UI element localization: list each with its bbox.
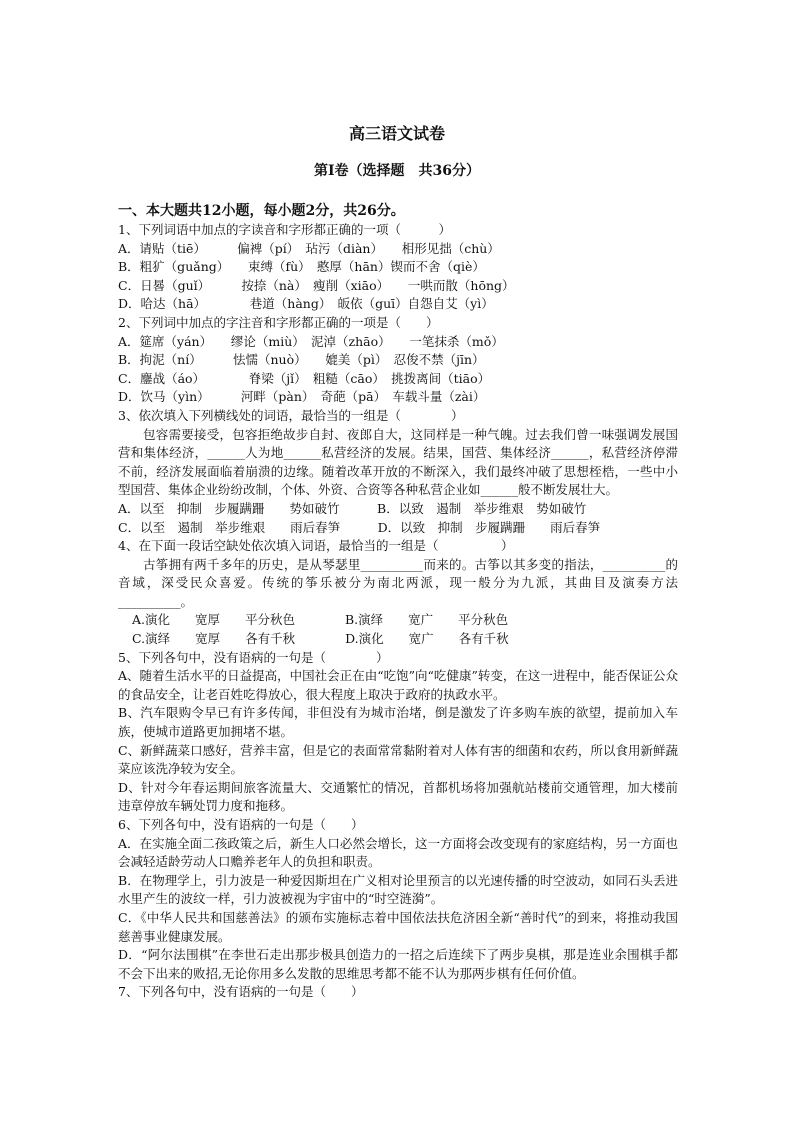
question-7	[118, 983, 678, 1002]
option-d: D．哈达（hā） 巷道（hàng） 皈依（guī）自怨自艾（yì）	[118, 296, 494, 312]
options-row-1: A．以至 抑制 步履蹒跚 势如破竹 B．以致 遏制 举步维艰 势如破竹	[118, 500, 587, 516]
question-stem: 7、下列各句中，没有语病的一句是（ ）	[118, 984, 364, 1000]
exam-body	[118, 201, 678, 1002]
page-title: 高三语文试卷	[348, 124, 445, 143]
option-c: C．《中华人民共和国慈善法》的颁布实施标志着中国依法扶危济困全新“善时代”的到来，将推动我国慈善事业健康发展。	[118, 909, 678, 944]
question-2	[118, 314, 678, 407]
option-a: A．筵席（yán） 缪论（miù） 泥淖（zhāo） 一笔抹杀（mǒ）	[118, 333, 504, 349]
question-stem: 2、下列词中加点的字注音和字形都正确的一项是（ ）	[118, 314, 439, 330]
question-stem: 6、下列各句中，没有语病的一句是（ ）	[118, 817, 364, 832]
question-stem: 4、在下面一段话空缺处依次填入词语，最恰当的一组是（ ）	[118, 538, 514, 554]
question-stem: 3、依次填入下列横线处的词语，最恰当的一组是（ ）	[118, 407, 464, 423]
option-a: A、随着生活水平的日益提高，中国社会正在由“吃饱”向“吃健康”转变，在这一进程中，能否保证公众的食品安全，让老百姓吃得放心，很大程度上取决于政府的执政水平。	[118, 668, 678, 702]
option-d: D．饮马（yìn） 河畔（pàn） 奇葩（pā） 车载斗量（zài）	[118, 389, 486, 405]
options-row-2: C．以至 遏制 举步维艰 雨后春笋 D．以致 抑制 步履蹒跚 雨后春笋	[118, 519, 601, 535]
option-c: C、新鲜蔬菜口感好，营养丰富，但是它的表面常常黏附着对人体有害的细菌和农药，所以食用新鲜蔬菜应该洗净较为安全。	[118, 742, 678, 777]
option-c: C．鏖战（áo） 脊梁（jǐ） 粗糙（cāo） 挑拨离间（tiāo）	[118, 370, 491, 386]
question-passage: 包容需要接受，包容拒绝故步自封、夜郎自大，这同样是一种气魄。过去我们曾一味强调发展国营和集体经济，______人为地______私营经济的发展。结果，国营、集体经济______，私营经济停滞不前，经济发展面临着崩溃的边缘。随着改革开放的不断深入，我们最终冲破了思想桎梏，一些中小型国营、集体企业纷纷改制，个体、外资、合资等各种私营企业如______般不断发展壮大。	[118, 426, 678, 498]
paper-subtitle: 第Ⅰ卷（选择题 共36分）	[313, 163, 481, 179]
option-b: B．在物理学上，引力波是一种爱因斯坦在广义相对论里预言的以光速传播的时空波动，如同石头丢进水里产生的波纹一样，引力波被视为宇宙中的“时空涟漪”。	[118, 872, 678, 907]
option-a: A．在实施全面二孩政策之后，新生人口必然会增长，这一方面将会改变现有的家庭结构，另一方面也会减轻适龄劳动人口赡养老年人的负担和职责。	[118, 835, 678, 870]
option-d: D、针对今年春运期间旅客流量大、交通繁忙的情况，首都机场将加强航站楼前交通管理，加大楼前违章停放车辆处罚力度和拖移。	[118, 779, 678, 814]
question-stem: 5、下列各句中，没有语病的一句是（ ）	[118, 649, 389, 665]
question-4	[118, 537, 678, 649]
question-1	[118, 221, 678, 314]
option-d: D．“阿尔法围棋”在李世石走出那步极具创造力的一招之后连续下了两步臭棋，那是连业余围棋手都不会下出来的败招,无论你用多么发散的思维思考都不能不认为那两步棋有任何价值。	[118, 947, 678, 981]
question-passage: 古筝拥有两千多年的历史，是从琴瑟里__________而来的。古筝以其多变的指法，__________的音域，深受民众喜爱。传统的筝乐被分为南北两派，现一般分为九派，其曲目及演奏方法__________。	[118, 556, 678, 609]
options-row-1: A.演化 宽厚 平分秋色 B.演绎 宽广 平分秋色	[132, 612, 509, 628]
option-b: B．粗犷（guǎng） 束缚（fù） 憨厚（hān）锲而不舍（qiè）	[118, 259, 485, 275]
section-heading: 一、本大题共12小题，每小题2分，共26分。	[118, 203, 405, 219]
question-3	[118, 407, 678, 537]
option-c: C．日晷（guǐ） 按捺（nà） 瘦削（xiāo） 一哄而散（hōng）	[118, 277, 515, 293]
question-stem: 1、下列词语中加点的字读音和字形都正确的一项（ ）	[118, 222, 451, 237]
options-row-2: C.演绎 宽厚 各有千秋 D.演化 宽广 各有千秋	[132, 631, 509, 647]
question-6	[118, 816, 678, 983]
question-5	[118, 649, 678, 816]
option-b: B、汽车限购令早已有许多传闻，非但没有为城市治堵，倒是激发了许多购车族的欲望，提前加入车族，使城市道路更加拥堵不堪。	[118, 705, 678, 740]
option-a: A．请贴（tiē） 偏裨（pí） 玷污（diàn） 相形见拙（chù）	[118, 240, 500, 256]
option-b: B．拘泥（ní） 怯懦（nuò） 媲美（pì） 忍俊不禁（jīn）	[118, 352, 485, 368]
